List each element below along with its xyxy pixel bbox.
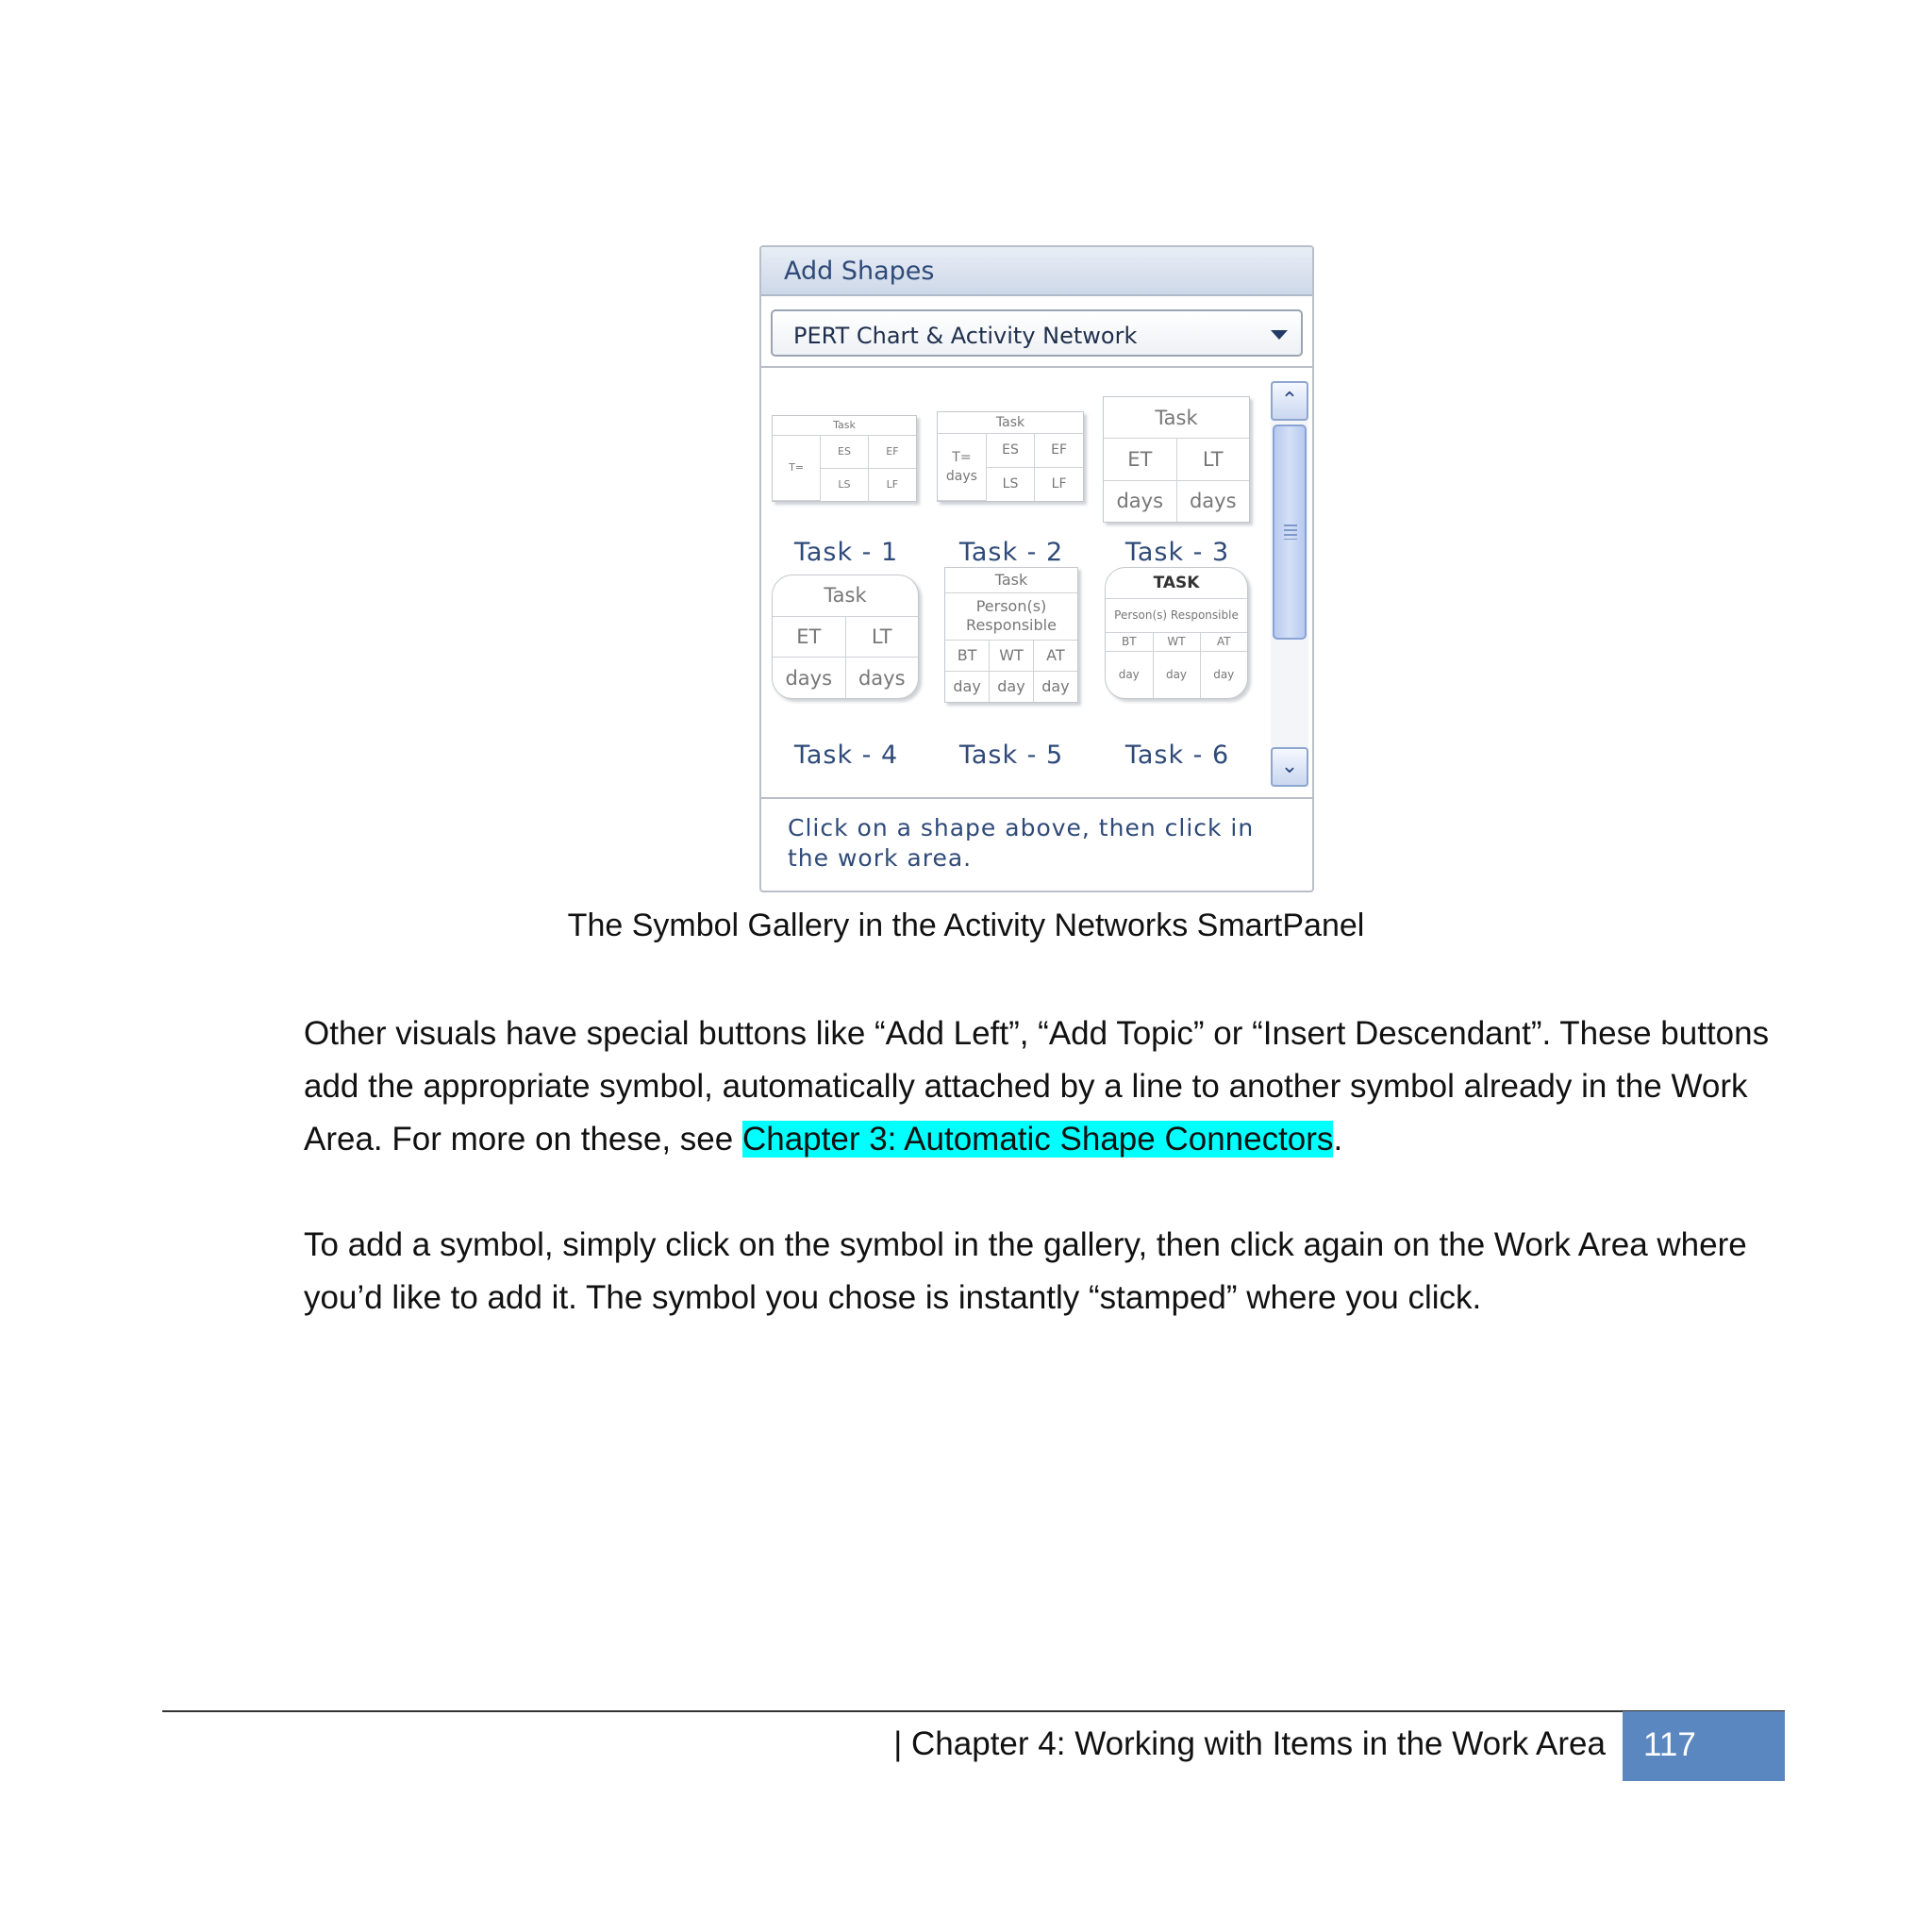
gallery-item-label: Task - 5	[958, 741, 1064, 770]
shape-title: Task	[773, 575, 918, 616]
task-2-shape[interactable]	[937, 411, 1084, 502]
paragraph-buttons	[304, 1008, 1775, 1166]
shape-library-dropdown[interactable]	[771, 309, 1303, 357]
scroll-grip-icon	[1284, 525, 1297, 540]
task-1-shape[interactable]	[772, 415, 917, 502]
ls-cell: LS	[821, 468, 869, 500]
scroll-down-icon[interactable]: ⌄	[1271, 747, 1308, 787]
add-shapes-panel	[759, 245, 1314, 892]
lf-cell: LF	[868, 468, 916, 500]
es-cell: ES	[821, 435, 869, 468]
panel-title: Add Shapes	[761, 247, 1312, 296]
panel-instruction: Click on a shape above, then click in the work area.	[788, 814, 1255, 872]
lt-unit-cell: days	[845, 658, 918, 698]
paragraph-add-symbol: To add a symbol, simply click on the symbol in the gallery, then click again on the Work Area where you’d like to add it. The symbol you chose is instantly “stamped” where you click.	[304, 1226, 1747, 1316]
gallery-item-label: Task - 3	[1124, 538, 1230, 567]
gallery-item-task-5[interactable]	[931, 571, 1091, 770]
at-cell: AT	[1033, 640, 1077, 671]
ef-cell: EF	[1035, 433, 1083, 467]
wt-unit-cell: day	[1153, 651, 1200, 698]
gallery-item-label: Task - 6	[1124, 741, 1230, 770]
gallery-item-task-4[interactable]	[766, 571, 926, 770]
bt-unit-cell: day	[1106, 651, 1153, 698]
et-unit-cell: days	[773, 658, 845, 698]
shape-title: Task	[945, 568, 1077, 592]
gallery-scrollbar[interactable]	[1271, 381, 1308, 787]
chevron-down-icon[interactable]	[1271, 330, 1288, 340]
shape-title: Task	[938, 412, 1083, 433]
symbol-gallery	[761, 368, 1271, 797]
paragraph-text-end: .	[1333, 1121, 1343, 1158]
gallery-item-task-3[interactable]	[1097, 368, 1257, 567]
divider	[761, 797, 1312, 799]
at-unit-cell: day	[1033, 671, 1077, 702]
es-cell: ES	[986, 433, 1034, 467]
task-4-shape[interactable]	[772, 575, 919, 699]
gallery-item-label: Task - 2	[958, 538, 1064, 567]
footer-chapter-title: | Chapter 4: Working with Items in the Work Area	[893, 1725, 1606, 1762]
person-responsible-cell: Person(s) Responsible	[945, 592, 1077, 640]
at-unit-cell: day	[1200, 651, 1247, 698]
shape-title: TASK	[1106, 568, 1247, 598]
at-cell: AT	[1200, 632, 1247, 651]
et-unit-cell: days	[1104, 480, 1176, 522]
person-responsible-cell: Person(s) Responsible	[1106, 598, 1247, 632]
et-cell: ET	[773, 616, 845, 658]
gallery-item-task-6[interactable]	[1097, 571, 1257, 770]
bt-cell: BT	[945, 640, 990, 671]
lt-cell: LT	[1176, 439, 1249, 481]
ef-cell: EF	[868, 435, 916, 468]
gallery-item-label: Task - 4	[793, 741, 899, 770]
footer-divider	[162, 1710, 1785, 1712]
scroll-up-icon[interactable]: ⌃	[1271, 381, 1308, 421]
chapter-link[interactable]: Chapter 3: Automatic Shape Connectors	[741, 1121, 1334, 1158]
scrollbar-thumb[interactable]	[1273, 425, 1307, 640]
et-cell: ET	[1104, 439, 1176, 481]
wt-unit-cell: day	[990, 671, 1034, 702]
gallery-item-task-1[interactable]	[766, 368, 926, 567]
gallery-item-label: Task - 1	[793, 538, 899, 567]
duration-cell: T=	[773, 435, 821, 501]
ls-cell: LS	[986, 467, 1034, 500]
shape-title: Task	[773, 416, 916, 435]
task-6-shape[interactable]	[1105, 567, 1248, 699]
page-number: 117	[1623, 1711, 1785, 1781]
paragraph-text: Other visuals have special buttons like “Add Left”, “Add Topic” or “Insert Descendant”. These buttons add the appropriate symbol, automatically attached by a line to another symbol already in the Work Area. For more on these, see	[304, 1015, 1770, 1158]
task-5-shape[interactable]	[944, 567, 1078, 703]
lt-cell: LT	[845, 616, 918, 658]
lt-unit-cell: days	[1176, 480, 1249, 522]
shape-title: Task	[1104, 397, 1249, 439]
wt-cell: WT	[1153, 632, 1200, 651]
gallery-item-task-2[interactable]	[931, 368, 1091, 567]
figure-caption: The Symbol Gallery in the Activity Networks SmartPanel	[567, 908, 1365, 943]
bt-cell: BT	[1106, 632, 1153, 651]
wt-cell: WT	[990, 640, 1034, 671]
dropdown-value: PERT Chart & Activity Network	[793, 323, 1138, 349]
duration-cell: T= days	[938, 433, 986, 501]
lf-cell: LF	[1035, 467, 1083, 500]
bt-unit-cell: day	[945, 671, 990, 702]
task-3-shape[interactable]	[1103, 396, 1250, 523]
